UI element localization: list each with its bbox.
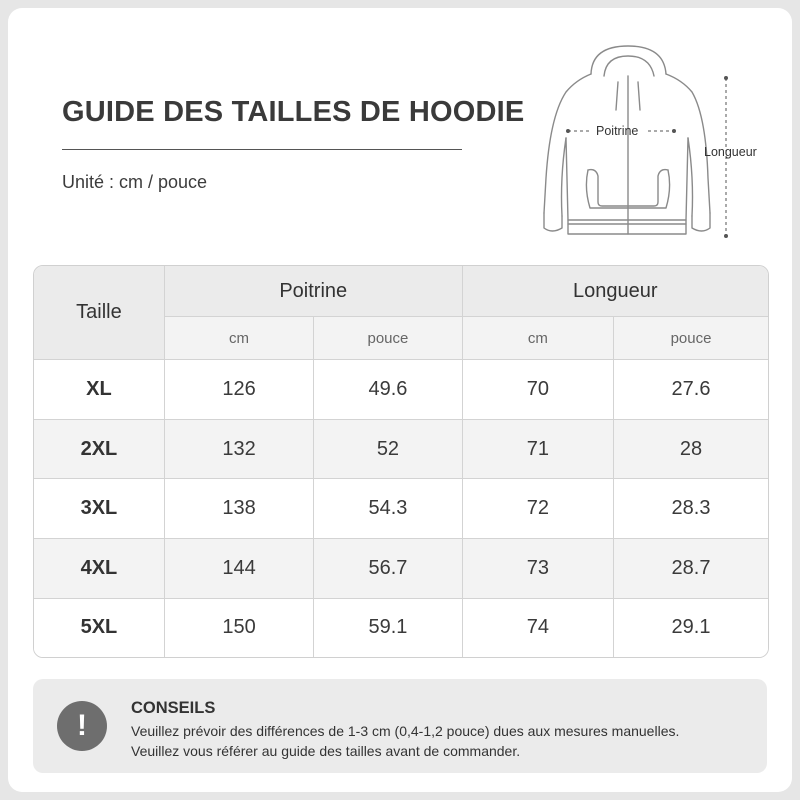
length-inch-header: pouce <box>614 317 768 360</box>
length-label: Longueur <box>704 145 757 159</box>
length-inch-cell: 27.6 <box>614 360 768 420</box>
chest-measure-line <box>536 38 796 253</box>
length-cm-cell: 71 <box>462 419 613 479</box>
chest-cm-header: cm <box>164 317 313 360</box>
title-divider <box>62 149 462 150</box>
length-cm-cell: 72 <box>462 479 613 539</box>
size-cell: 3XL <box>34 479 164 539</box>
length-group-header: Longueur <box>462 266 768 317</box>
table-row <box>34 539 768 599</box>
length-inch-cell: 28 <box>614 419 768 479</box>
chest-inch-cell: 52 <box>314 419 462 479</box>
table-row <box>34 419 768 479</box>
table-row <box>34 598 768 657</box>
chest-label: Poitrine <box>596 124 639 138</box>
chest-cm-cell: 138 <box>164 479 313 539</box>
chest-cm-cell: 144 <box>164 539 313 599</box>
page-title: GUIDE DES TAILLES DE HOODIE <box>62 96 525 128</box>
length-cm-cell: 73 <box>462 539 613 599</box>
length-inch-cell: 28.3 <box>614 479 768 539</box>
chest-inch-cell: 56.7 <box>314 539 462 599</box>
tips-line: Veuillez prévoir des différences de 1-3 cm (0,4-1,2 pouce) dues aux mesures manuelles. <box>131 723 680 739</box>
length-cm-cell: 74 <box>462 598 613 657</box>
chest-cm-cell: 132 <box>164 419 313 479</box>
chest-inch-cell: 49.6 <box>314 360 462 420</box>
table-row <box>34 360 768 420</box>
tips-title: CONSEILS <box>131 699 216 717</box>
chest-cm-cell: 126 <box>164 360 313 420</box>
chest-cm-cell: 150 <box>164 598 313 657</box>
size-table <box>33 265 769 658</box>
length-inch-cell: 28.7 <box>614 539 768 599</box>
length-inch-cell: 29.1 <box>614 598 768 657</box>
length-cm-header: cm <box>462 317 613 360</box>
tips-line: Veuillez vous référer au guide des tailles avant de commander. <box>131 743 521 759</box>
size-cell: 4XL <box>34 539 164 599</box>
unit-label: Unité : cm / pouce <box>62 172 208 192</box>
tips-panel <box>33 679 767 773</box>
chest-inch-header: pouce <box>314 317 462 360</box>
table-row <box>34 479 768 539</box>
size-column-header: Taille <box>34 266 164 360</box>
exclamation-icon: ! <box>57 701 107 751</box>
length-cm-cell: 70 <box>462 360 613 420</box>
chest-group-header: Poitrine <box>164 266 462 317</box>
hoodie-illustration <box>536 38 796 253</box>
chest-inch-cell: 59.1 <box>314 598 462 657</box>
size-cell: 2XL <box>34 419 164 479</box>
chest-inch-cell: 54.3 <box>314 479 462 539</box>
size-guide-card <box>8 8 792 792</box>
size-cell: 5XL <box>34 598 164 657</box>
size-cell: XL <box>34 360 164 420</box>
